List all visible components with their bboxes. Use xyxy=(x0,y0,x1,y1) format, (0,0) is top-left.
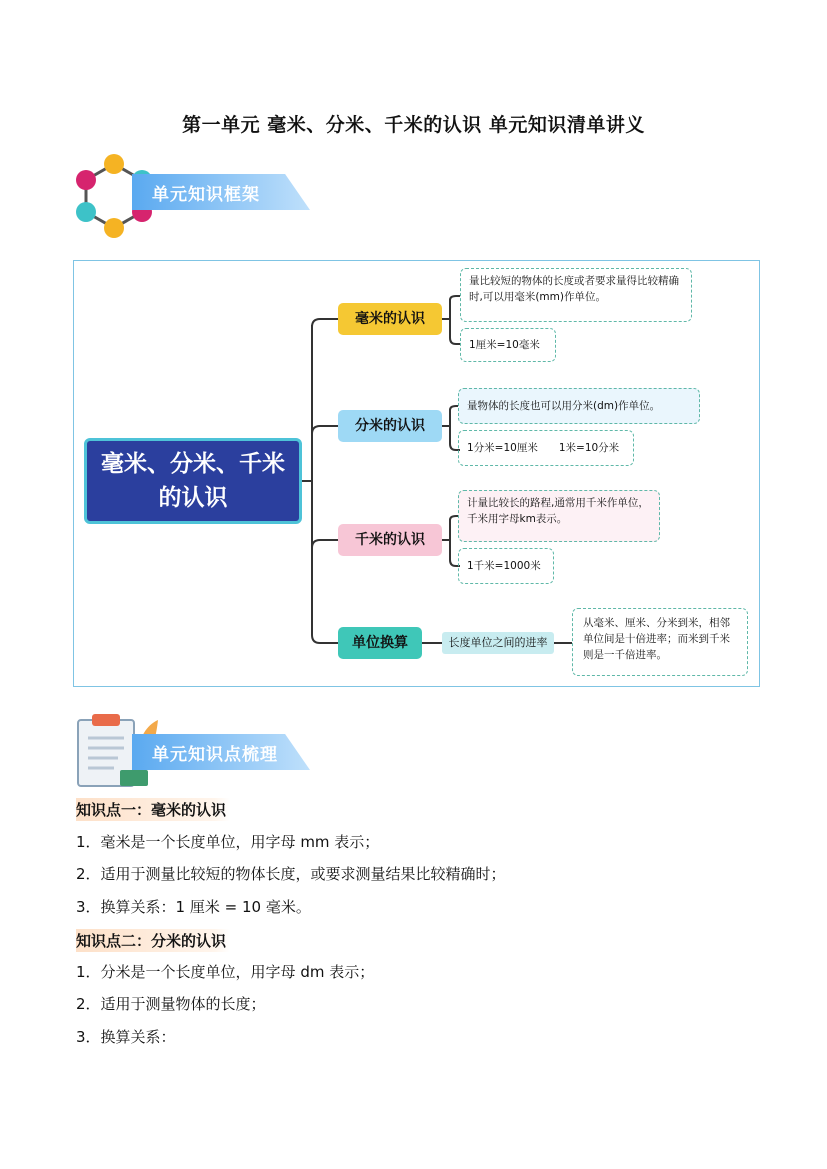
leaf-decimeter-conversion: 1分米=10厘米 1米=10分米 xyxy=(458,430,634,466)
leaf-kilometer-conversion: 1千米=1000米 xyxy=(458,548,554,584)
mindmap-root: 毫米、分米、千米的认识 xyxy=(84,438,302,524)
branch-millimeter: 毫米的认识 xyxy=(338,303,442,335)
leaf-unit-conversion-rate: 从毫米、厘米、分米到米，相邻单位间是十倍进率；而米到千米则是一千倍进率。 xyxy=(572,608,748,676)
section-heading: 单元知识框架 xyxy=(152,185,260,205)
knowledge-point-item: 1．分米是一个长度单位，用字母 dm 表示； xyxy=(76,963,375,981)
knowledge-point-item: 1．毫米是一个长度单位，用字母 mm 表示； xyxy=(76,833,380,851)
leaf-decimeter-usage: 量物体的长度也可以用分米(dm)作单位。 xyxy=(458,388,700,424)
section-header-framework xyxy=(74,152,314,234)
branch-unit-conversion: 单位换算 xyxy=(338,627,422,659)
branch-unit-conversion-sub: 长度单位之间的进率 xyxy=(442,632,554,654)
knowledge-point-item: 3．换算关系：1 厘米 = 10 毫米。 xyxy=(76,898,311,916)
knowledge-point-item: 2．适用于测量物体的长度； xyxy=(76,995,266,1013)
knowledge-point-title: 知识点二：分米的认识 xyxy=(76,929,230,952)
branch-kilometer: 千米的认识 xyxy=(338,524,442,556)
leaf-kilometer-usage: 计量比较长的路程,通常用千米作单位，千米用字母km表示。 xyxy=(458,490,660,542)
knowledge-point-title: 知识点一：毫米的认识 xyxy=(76,798,230,821)
leaf-millimeter-usage: 量比较短的物体的长度或者要求量得比较精确时,可以用毫米(mm)作单位。 xyxy=(460,268,692,322)
section-heading: 单元知识点梳理 xyxy=(152,745,278,765)
branch-decimeter: 分米的认识 xyxy=(338,410,442,442)
leaf-millimeter-conversion: 1厘米=10毫米 xyxy=(460,328,556,362)
knowledge-point-item: 2．适用于测量比较短的物体长度，或要求测量结果比较精确时； xyxy=(76,865,506,883)
section-header-points xyxy=(74,712,314,794)
page-title: 第一单元 毫米、分米、千米的认识 单元知识清单讲义 xyxy=(182,114,645,136)
knowledge-point-item: 3．换算关系： xyxy=(76,1028,176,1046)
